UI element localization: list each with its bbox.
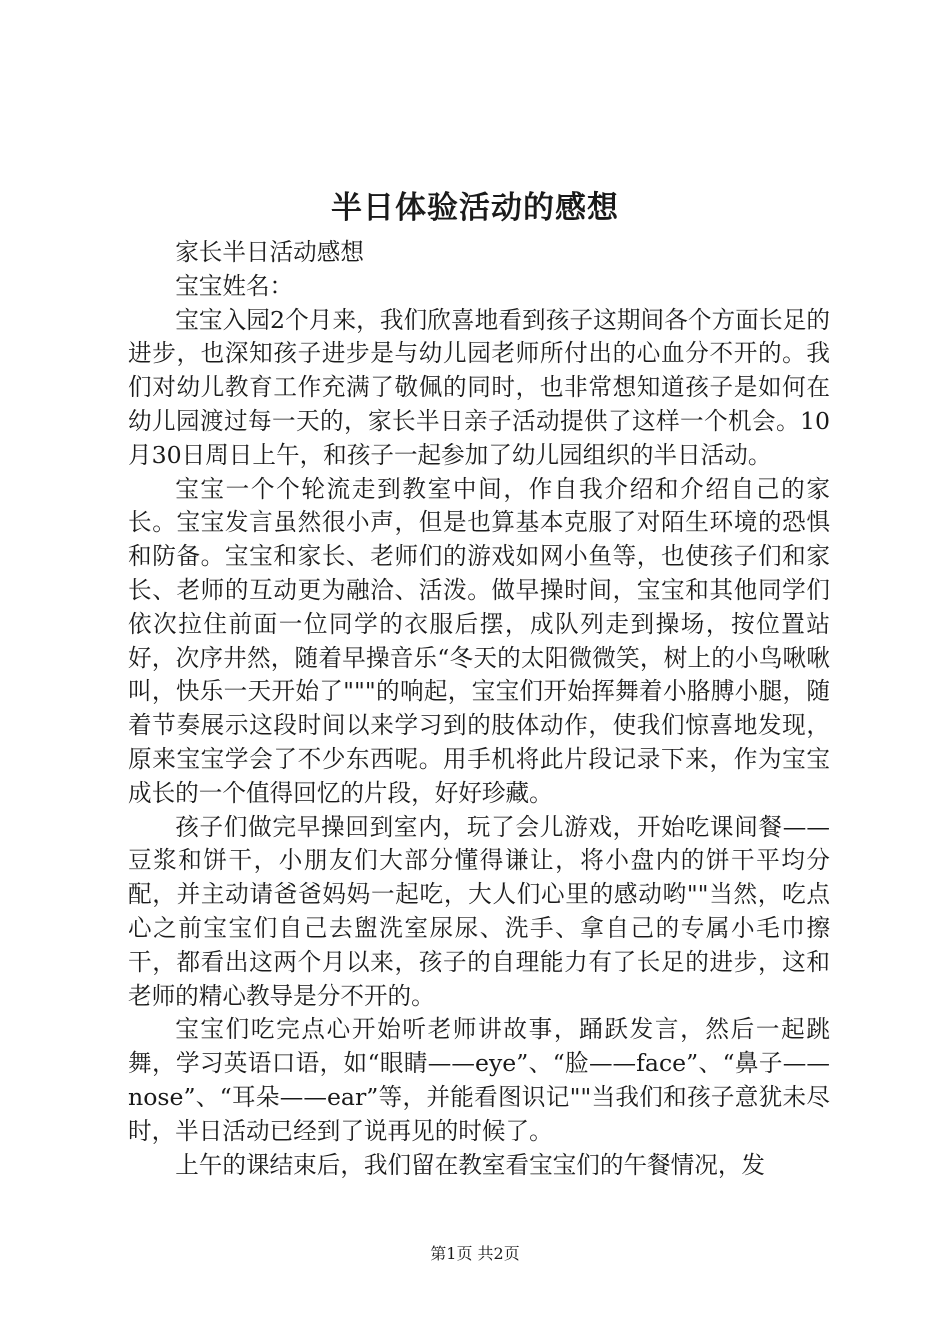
paragraph: 上午的课结束后，我们留在教室看宝宝们的午餐情况，发	[175, 1150, 766, 1179]
paragraph-name-field: 宝宝姓名：	[175, 271, 294, 300]
paragraph: 孩子们做完早操回到室内，玩了会儿游戏，开始吃课间餐——豆浆和饼干，小朋友们大部分懂得谦让，将小盘内的饼干平均分配，并主动请爸爸妈妈一起吃，大人们心里的感动哟""当然，吃点心之前宝宝们自己去盥洗室尿尿、洗手、拿自己的专属小毛巾擦干，都看出这两个月以来，孩子的自理能力有了长足的进步，这和老师的精心教导是分不开的。	[128, 812, 830, 1010]
paragraph-heading: 家长半日活动感想	[175, 238, 364, 266]
document-title: 半日体验活动的感想	[331, 190, 619, 226]
paragraph: 宝宝一个个轮流走到教室中间，作自我介绍和介绍自己的家长。宝宝发言虽然很小声，但是也算基本克服了对陌生环境的恐惧和防备。宝宝和家长、老师们的游戏如网小鱼等，也使孩子们和家长、老师的互动更为融洽、活泼。做早操时间，宝宝和其他同学们依次拉住前面一位同学的衣服后摆，成队列走到操场，按位置站好，次序井然，随着早操音乐“冬天的太阳微微笑，树上的小鸟啾啾叫，快乐一天开始了"""的响起，宝宝们开始挥舞着小胳膊小腿，随着节奏展示这段时间以来学习到的肢体动作，使我们惊喜地发现，原来宝宝学会了不少东西呢。用手机将此片段记录下来，作为宝宝成长的一个值得回忆的片段，好好珍藏。	[128, 474, 830, 807]
page-number-footer: 第1页 共2页	[430, 1244, 520, 1263]
document-body	[128, 236, 830, 1182]
paragraph: 宝宝们吃完点心开始听老师讲故事，踊跃发言，然后一起跳舞，学习英语口语，如“眼睛——eye”、“脸——face”、“鼻子——nose”、“耳朵——ear”等，并能看图识记""当我们和孩子意犹未尽时，半日活动已经到了说再见的时候了。	[128, 1015, 830, 1145]
paragraph: 宝宝入园2个月来，我们欣喜地看到孩子这期间各个方面长足的进步，也深知孩子进步是与幼儿园老师所付出的心血分不开的。我们对幼儿教育工作充满了敬佩的同时，也非常想知道孩子是如何在幼儿园渡过每一天的，家长半日亲子活动提供了这样一个机会。10月30日周日上午，和孩子一起参加了幼儿园组织的半日活动。	[128, 305, 830, 469]
